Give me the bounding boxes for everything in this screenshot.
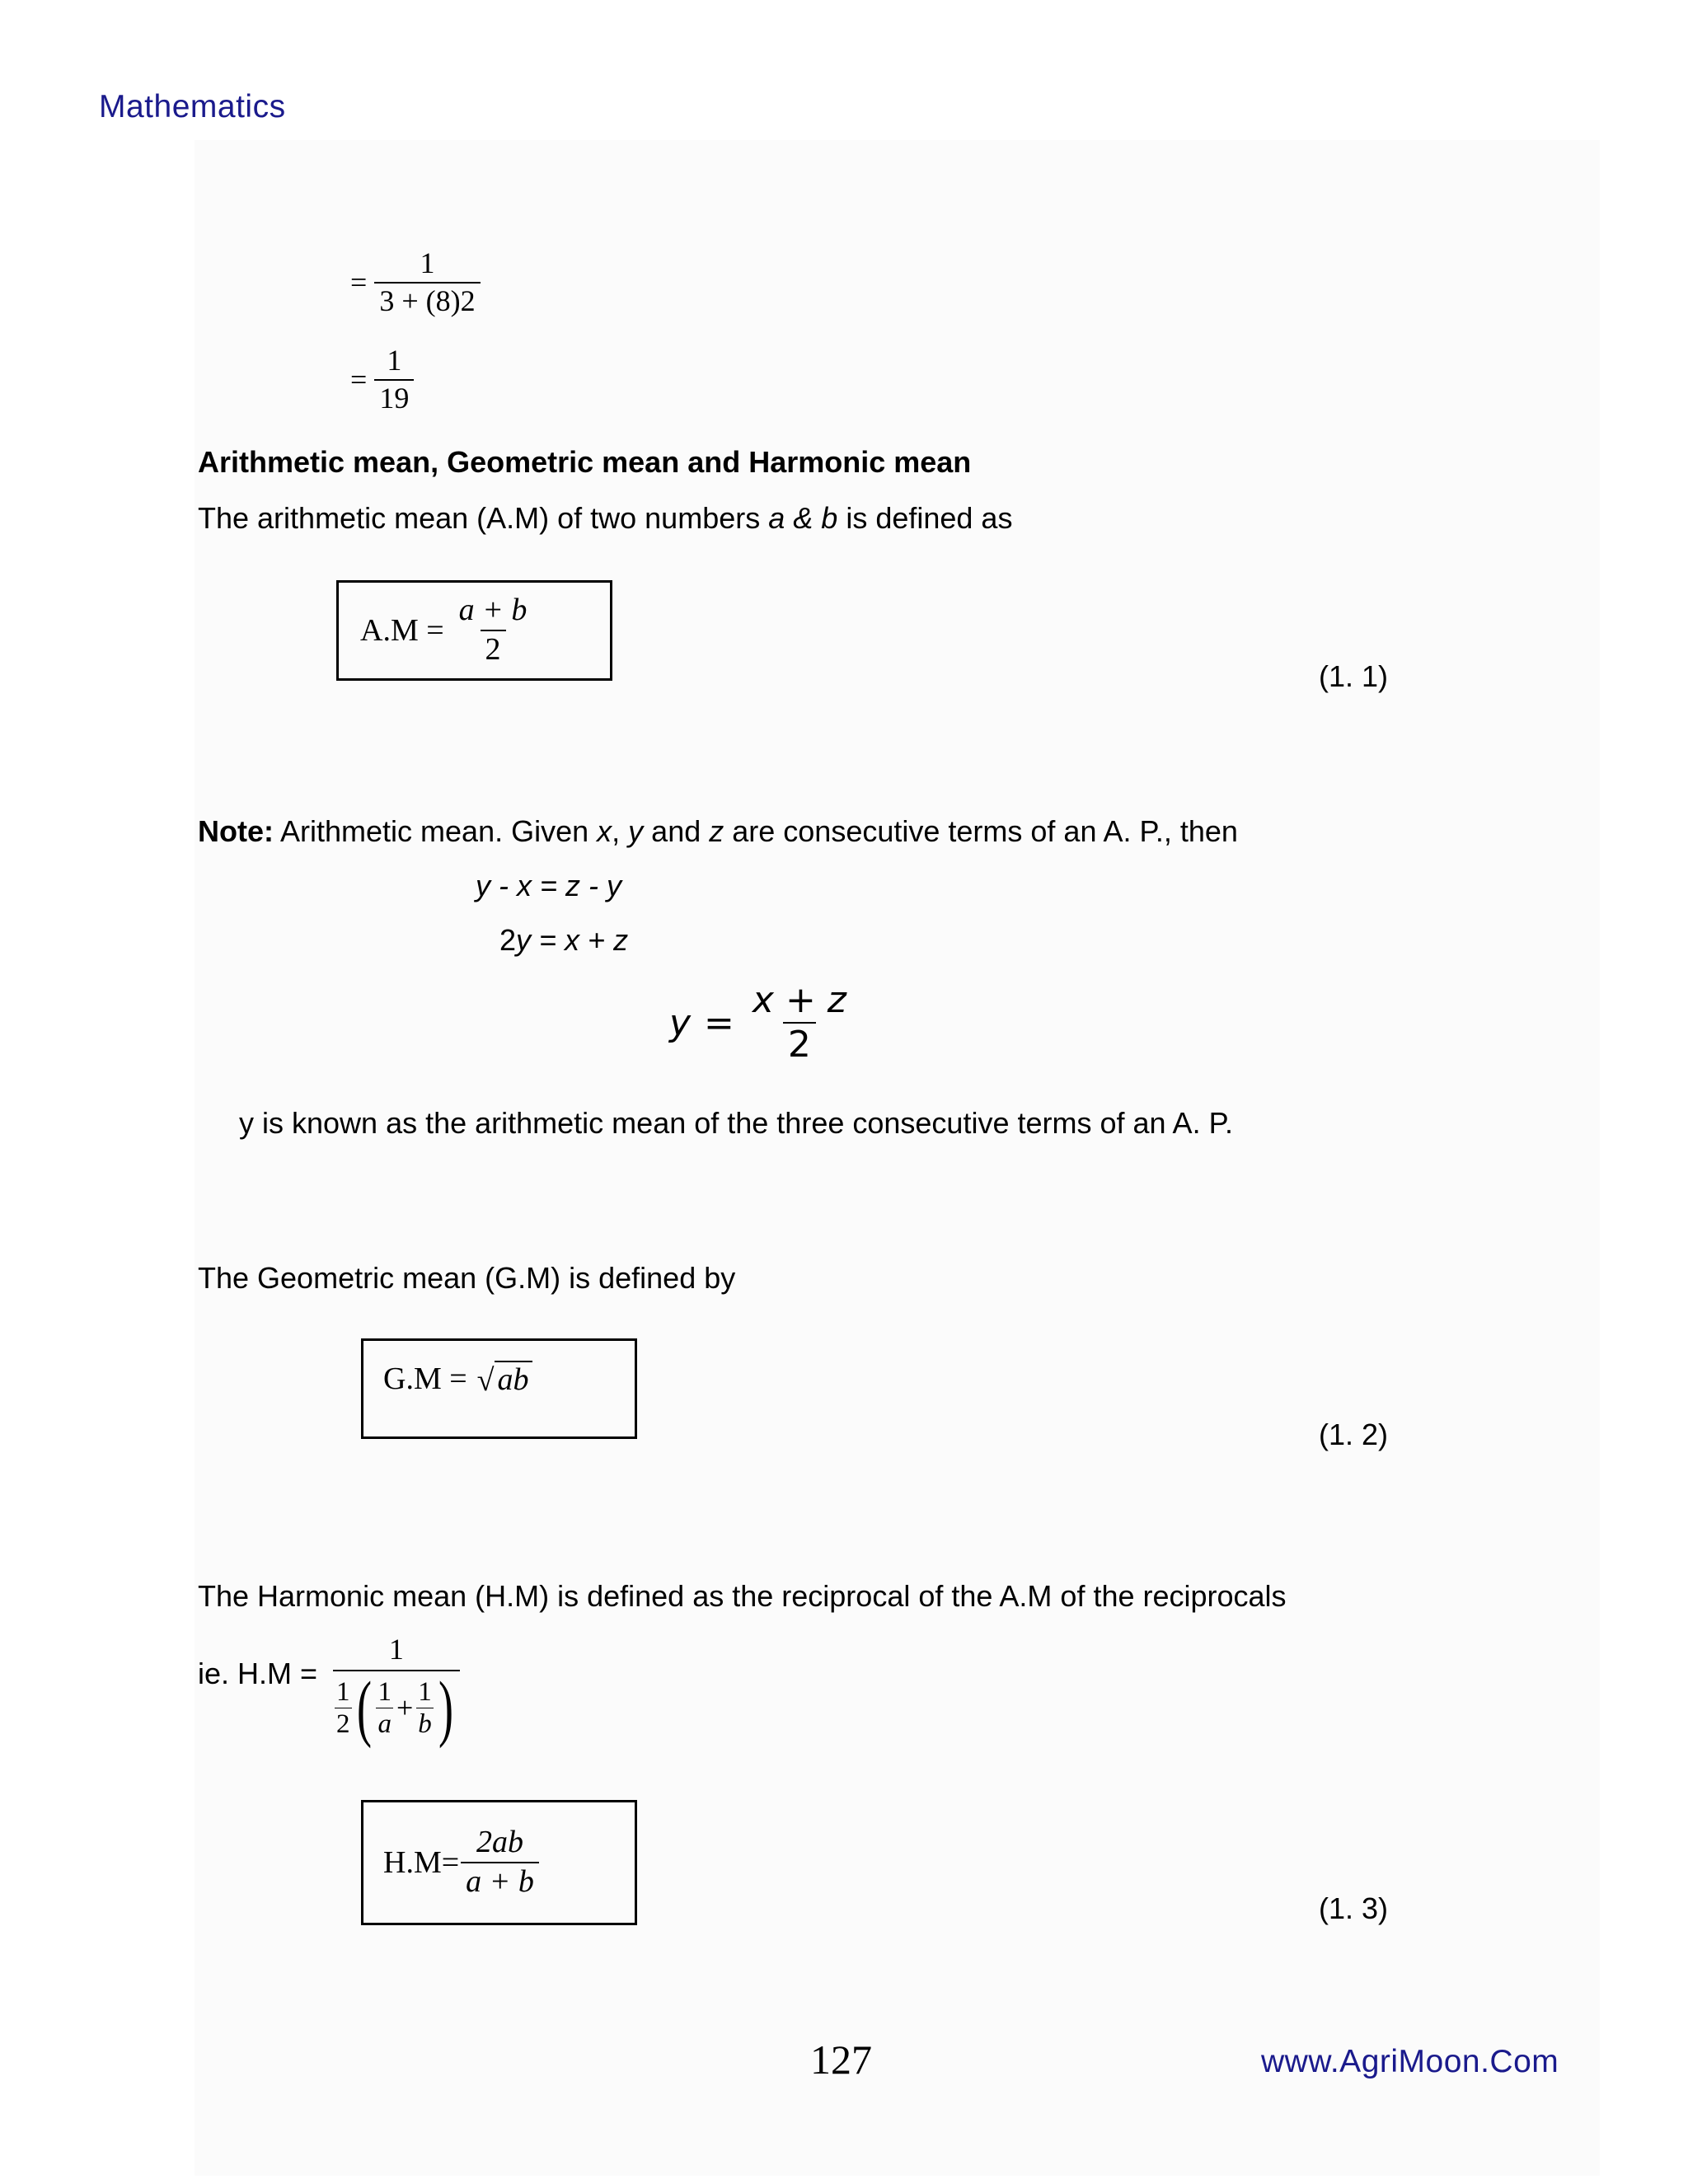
plus-sign: + bbox=[396, 1690, 414, 1724]
half-fraction bbox=[335, 1677, 352, 1740]
note-conclusion: y is known as the arithmetic mean of the three consecutive terms of an A. P. bbox=[239, 1106, 1233, 1140]
variable-a: a bbox=[768, 501, 785, 535]
equation-line-2 bbox=[499, 923, 628, 958]
gm-label: G.M = bbox=[383, 1361, 467, 1396]
text-segment: The arithmetic mean (A.M) of two numbers bbox=[198, 501, 769, 535]
text-segment: are consecutive terms of an A. P., then bbox=[724, 814, 1238, 848]
fraction bbox=[374, 247, 480, 317]
variable-z: z bbox=[709, 814, 724, 848]
hm-formula-box bbox=[361, 1800, 637, 1925]
hm-ie-label: ie. H.M = bbox=[198, 1657, 318, 1690]
lhs-y: y bbox=[669, 1001, 692, 1044]
numerator: 2ab bbox=[476, 1825, 523, 1860]
fraction bbox=[374, 344, 414, 415]
numerator: 1 bbox=[387, 344, 402, 377]
denominator: 2 bbox=[481, 630, 506, 668]
am-formula-box bbox=[336, 580, 612, 681]
arithmetic-mean-formula bbox=[669, 981, 851, 1066]
text-segment: , bbox=[612, 814, 629, 848]
numerator: 1 bbox=[420, 246, 435, 279]
equation-number: (1. 2) bbox=[1319, 1418, 1389, 1451]
hm-expanded-formula bbox=[333, 1633, 460, 1749]
inverse-a-fraction bbox=[376, 1677, 393, 1740]
footer-url[interactable]: www.AgriMoon.Com bbox=[1261, 2044, 1559, 2079]
hm-fraction bbox=[461, 1825, 539, 1900]
text-segment: and bbox=[643, 814, 710, 848]
denominator: 19 bbox=[374, 379, 414, 415]
right-paren: ) bbox=[438, 1666, 453, 1749]
equation-number: (1. 1) bbox=[1319, 659, 1389, 693]
denominator: b bbox=[418, 1709, 432, 1740]
denominator: 3 + (8)2 bbox=[374, 282, 480, 318]
variable-y: y bbox=[628, 814, 644, 848]
denominator: 2 bbox=[783, 1022, 816, 1065]
fraction bbox=[748, 981, 851, 1066]
inverse-b-fraction bbox=[416, 1677, 434, 1740]
am-label: A.M = bbox=[360, 613, 444, 648]
text-segment: Arithmetic mean. Given bbox=[274, 814, 598, 848]
left-paren: ( bbox=[356, 1666, 372, 1749]
radicand: ab bbox=[495, 1361, 532, 1399]
equation-line-1: y - x = z - y bbox=[476, 869, 622, 902]
gm-formula-box bbox=[361, 1338, 637, 1439]
denominator bbox=[333, 1666, 460, 1749]
header-subject: Mathematics bbox=[99, 89, 286, 124]
numerator: 1 bbox=[418, 1676, 432, 1707]
gm-intro: The Geometric mean (G.M) is defined by bbox=[198, 1261, 736, 1295]
numerator: a + b bbox=[458, 593, 528, 628]
coefficient: 2 bbox=[499, 923, 517, 957]
variable-x: x bbox=[597, 814, 612, 848]
equals-sign: = bbox=[350, 363, 368, 396]
numerator: 1 bbox=[336, 1676, 350, 1707]
am-intro bbox=[198, 501, 1012, 536]
outer-fraction bbox=[333, 1633, 460, 1749]
variable-b: b bbox=[821, 501, 838, 535]
hm-intro: The Harmonic mean (H.M) is defined as the reciprocal of the A.M of the reciprocals bbox=[198, 1579, 1287, 1613]
equation-number: (1. 3) bbox=[1319, 1891, 1389, 1925]
denominator: a bbox=[377, 1709, 392, 1740]
denominator: a + b bbox=[461, 1862, 539, 1900]
square-root bbox=[477, 1361, 532, 1399]
page-number: 127 bbox=[810, 2036, 872, 2083]
equals-sign: = bbox=[350, 265, 368, 299]
am-fraction bbox=[454, 593, 532, 668]
note-paragraph bbox=[198, 814, 1238, 849]
text-segment: is defined as bbox=[837, 501, 1013, 535]
equation-step-1 bbox=[350, 247, 481, 317]
hm-label: H.M= bbox=[383, 1845, 460, 1880]
numerator: 1 bbox=[377, 1676, 392, 1707]
expression: y = x + z bbox=[516, 923, 629, 957]
radical-sign: √ bbox=[476, 1362, 495, 1398]
section-title: Arithmetic mean, Geometric mean and Harmonic mean bbox=[198, 445, 972, 479]
numerator: 1 bbox=[388, 1633, 404, 1666]
note-label: Note: bbox=[198, 814, 274, 848]
numerator: x + z bbox=[752, 979, 846, 1021]
equals-sign: = bbox=[704, 1001, 734, 1044]
equation-step-2 bbox=[350, 344, 414, 415]
text-segment: & bbox=[785, 501, 822, 535]
denominator: 2 bbox=[336, 1709, 350, 1740]
